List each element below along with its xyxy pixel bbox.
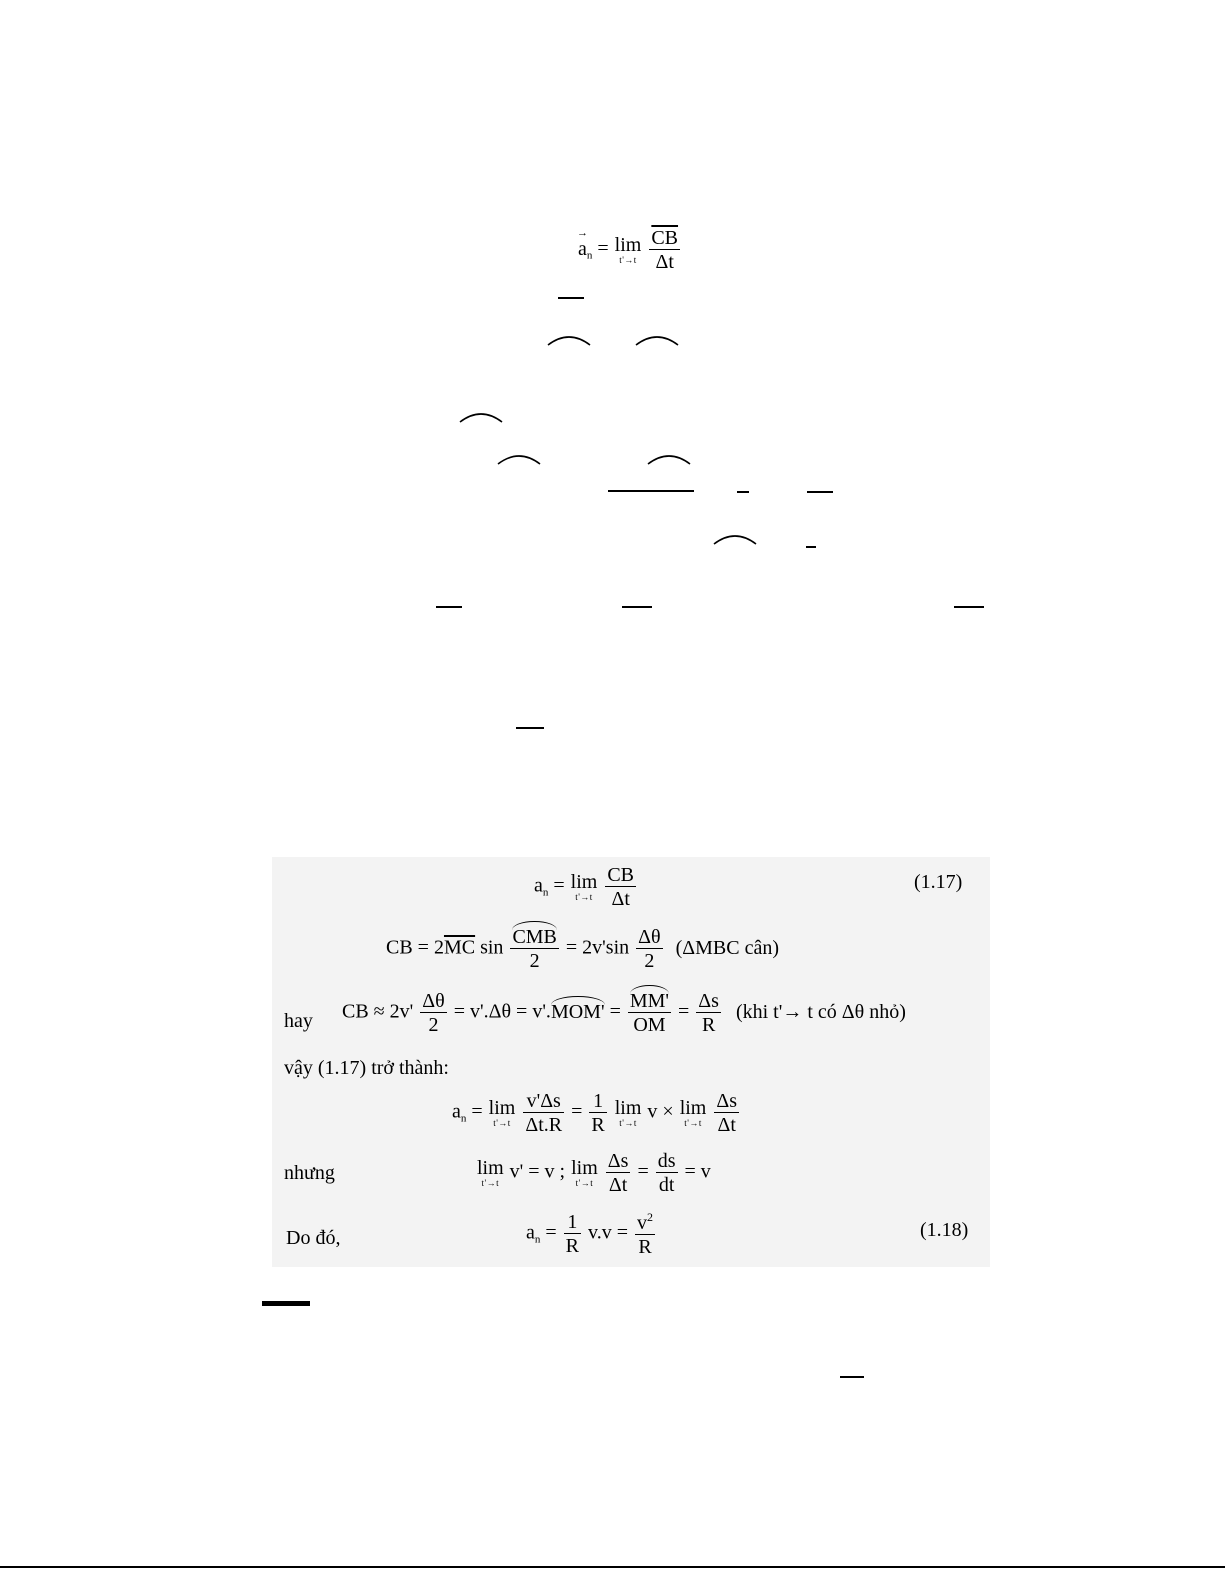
fraction: $\frac{\Delta s}{R}$ xyxy=(698,990,719,1036)
accel-symbol: → a xyxy=(578,239,587,259)
label-nhung: nhưng xyxy=(284,1162,335,1184)
fraction: $\frac{\Delta s}{\Delta t}$ xyxy=(607,1150,629,1196)
overline-mark xyxy=(840,1376,864,1378)
overline-mark xyxy=(516,727,544,729)
arc-mark xyxy=(546,333,592,347)
fraction: $\frac{\Delta\theta}{2}$ xyxy=(638,926,661,972)
overline-mark xyxy=(807,491,833,493)
derivation-panel xyxy=(272,857,990,1267)
overline-mark xyxy=(737,491,749,493)
fraction: $\frac{\text{CMB}}{2}$ xyxy=(512,926,557,972)
arc-mark xyxy=(646,452,692,466)
arc-mark xyxy=(634,333,680,347)
limit-operator: lim t'→t xyxy=(488,1097,516,1128)
overline-mark xyxy=(622,606,652,608)
fraction: $\frac{\overline{CB}}{\Delta t}$ xyxy=(651,227,679,273)
fraction: $\frac{ds}{dt}$ xyxy=(657,1150,676,1196)
equation-1-17: $a_n$ = lim t'→t $\frac{CB}{\Delta t}$ xyxy=(534,864,635,910)
page-bottom-rule xyxy=(0,1566,1225,1568)
equation-1-18: $a_n$ = $\frac{1}{R}$ v.v = $\frac{v^2}{R}$ xyxy=(526,1210,653,1258)
limit-operator: lim t'→t xyxy=(571,1157,598,1188)
fraction: $\frac{\Delta s}{\Delta t}$ xyxy=(716,1090,738,1136)
equation-approx: CB ≈ 2v' $\frac{\Delta\theta}{2}$ = v'.Δθ = v'.MOM' = $\frac{MM'}{OM}$ = $\frac{\Delta s}{R}$ (khi t'→ t có Δθ nhỏ) xyxy=(342,990,906,1036)
overline-mark xyxy=(558,297,584,299)
equation-limit-product: $a_n$ = lim t'→t $\frac{v'\Delta s}{\Delta t.R}$ = $\frac{1}{R}$ lim t'→t v × lim t'→t $\frac{\Delta s}{\Delta t}$ xyxy=(452,1090,738,1136)
limit-operator: lim t'→t xyxy=(570,871,598,902)
fraction: $\frac{v'\Delta s}{\Delta t.R}$ xyxy=(525,1090,563,1136)
arc-mark xyxy=(712,532,758,546)
overline-mark xyxy=(954,606,984,608)
limit-operator: lim t'→t xyxy=(614,234,642,265)
equation-number: (1.18) xyxy=(920,1219,969,1241)
fraction: $\frac{1}{R}$ xyxy=(565,1211,580,1257)
section-rule xyxy=(262,1301,310,1306)
equation-number: (1.17) xyxy=(914,871,963,893)
top-formula: → $a_n$ = lim t'→t $\frac{\overline{CB}}{\Delta t}$ xyxy=(578,228,682,272)
overline-mark xyxy=(436,606,462,608)
fraction: $\frac{1}{R}$ xyxy=(591,1090,605,1136)
arc-mark xyxy=(496,452,542,466)
fraction: $\frac{CB}{\Delta t}$ xyxy=(607,864,635,910)
fraction-line-mark xyxy=(608,490,694,492)
label-hay: hay xyxy=(284,1010,313,1032)
text-line: vậy (1.17) trở thành: xyxy=(284,1057,449,1079)
limit-operator: lim t'→t xyxy=(614,1097,642,1128)
arc-mark xyxy=(458,410,504,424)
limit-operator: lim t'→t xyxy=(679,1097,707,1128)
overline-mark xyxy=(806,546,816,548)
fraction: $\frac{MM'}{OM}$ xyxy=(629,990,670,1036)
fraction: $\frac{\Delta\theta}{2}$ xyxy=(422,990,445,1036)
label-do-do: Do đó, xyxy=(286,1227,341,1249)
fraction: $\frac{v^2}{R}$ xyxy=(637,1210,653,1258)
limit-operator: lim t'→t xyxy=(477,1157,504,1188)
equation-limits: lim t'→t v' = v ; lim t'→t $\frac{\Delta s}{\Delta t}$ = $\frac{ds}{dt}$ = v xyxy=(477,1150,711,1196)
equation-cb: CB = $2\overline{MC}$ sin $\frac{\text{CMB}}{2}$ = 2v'sin $\frac{\Delta\theta}{2}$ (ΔMBC cân) xyxy=(386,926,779,972)
